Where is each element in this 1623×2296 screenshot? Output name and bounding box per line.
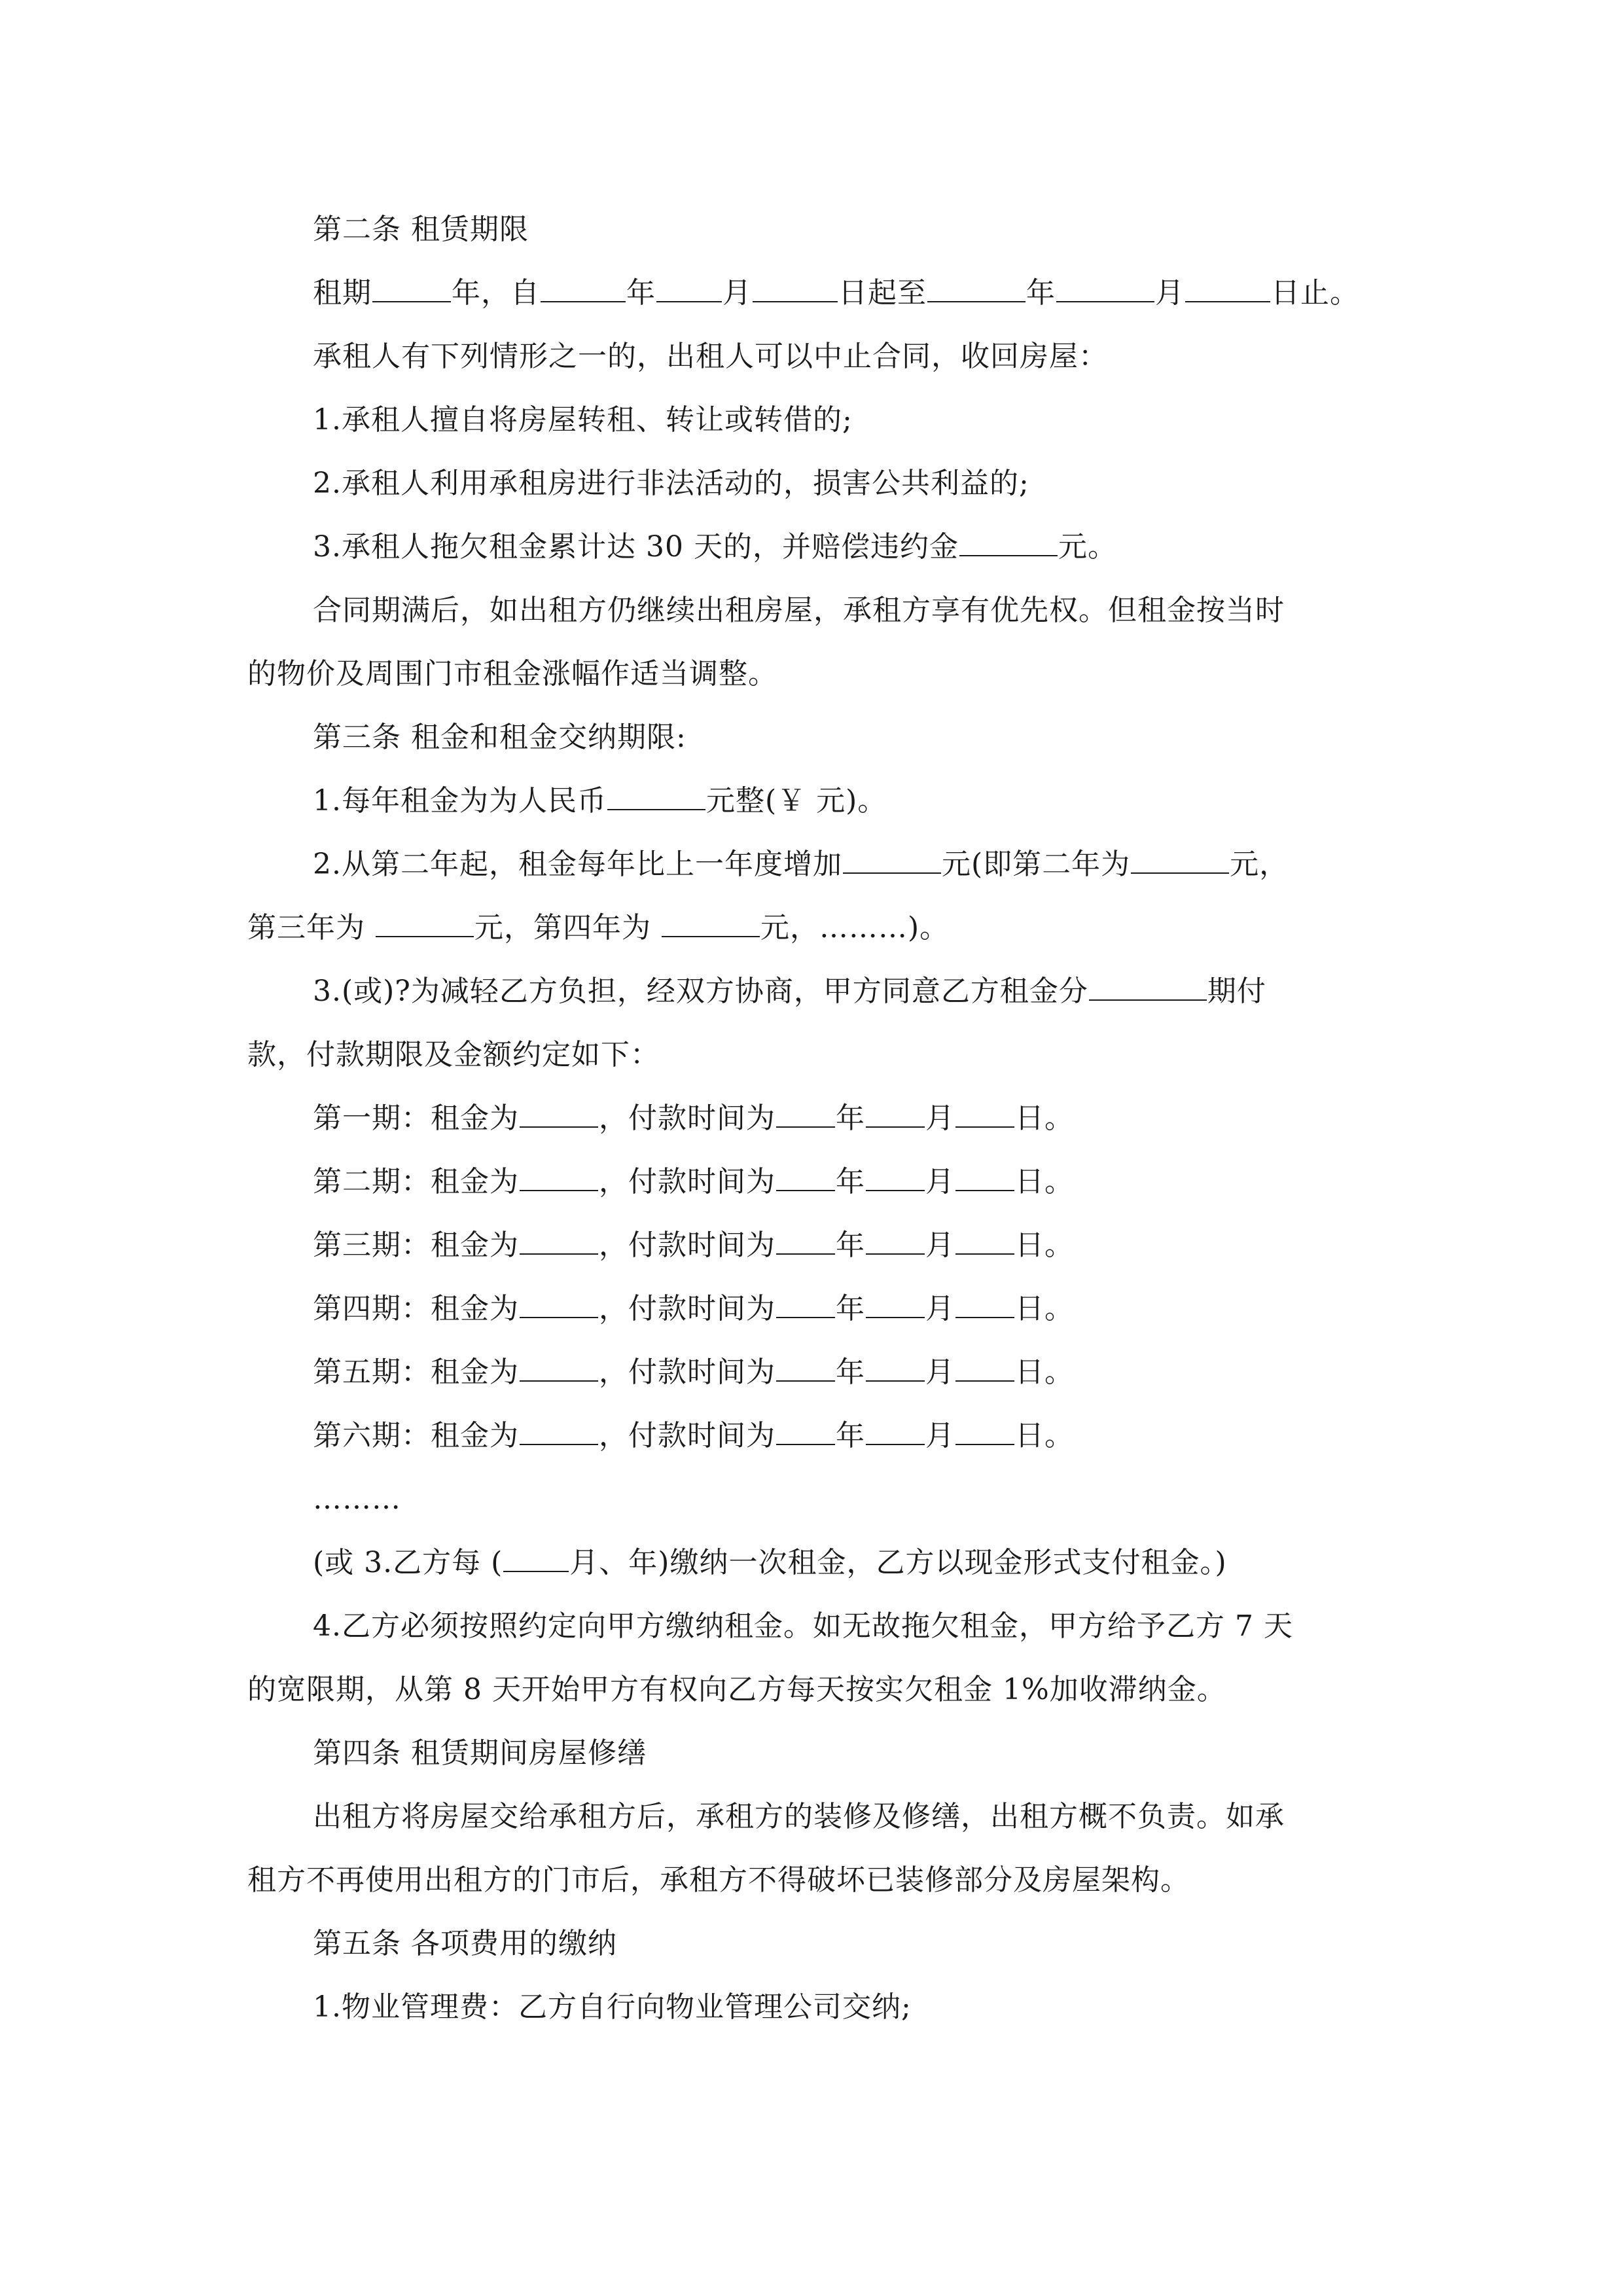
blank-field xyxy=(866,1415,925,1445)
blank-field xyxy=(662,907,760,937)
text: 年 xyxy=(836,1419,865,1452)
text: ，付款时间为 xyxy=(599,1419,776,1452)
text: 日起至 xyxy=(838,276,927,310)
rent-item-2-line-2 xyxy=(0,905,1623,951)
text: 1.承租人擅自将房屋转租、转让或转借的; xyxy=(313,403,853,437)
text: 第三期： xyxy=(313,1229,431,1262)
blank-field xyxy=(607,780,705,810)
text: 第六期： xyxy=(313,1419,431,1452)
text: 年 xyxy=(1026,276,1056,310)
text: ……… xyxy=(313,1482,401,1516)
renewal-line-1 xyxy=(0,588,1623,634)
text: 年 xyxy=(626,276,656,310)
blank-field xyxy=(520,1098,598,1128)
blank-field xyxy=(753,272,838,302)
text: 月 xyxy=(1155,276,1185,310)
article-4-title xyxy=(0,1731,1623,1776)
text: 月 xyxy=(925,1229,955,1262)
blank-field xyxy=(955,1288,1014,1318)
ellipsis xyxy=(0,1477,1623,1522)
lease-term-line xyxy=(0,270,1623,316)
blank-field xyxy=(776,1225,835,1255)
text: (或 3.乙方每 ( xyxy=(313,1546,503,1579)
text: 月 xyxy=(925,1102,955,1135)
terminate-item-1 xyxy=(0,397,1623,443)
text: 租金为 xyxy=(431,1292,519,1325)
text: 元， xyxy=(1230,848,1289,881)
text: 租金为 xyxy=(431,1229,519,1262)
text: 2.从第二年起，租金每年比上一年度增加 xyxy=(313,848,842,881)
blank-field xyxy=(1131,844,1229,874)
blank-field xyxy=(776,1098,835,1128)
text: 期付 xyxy=(1207,975,1266,1008)
blank-field xyxy=(955,1098,1014,1128)
blank-field xyxy=(866,1161,925,1191)
text: 租金为 xyxy=(431,1102,519,1135)
payment-period-row xyxy=(0,1286,1623,1332)
text: 合同期满后，如出租方仍继续出租房屋，承租方享有优先权。但租金按当时 xyxy=(313,594,1285,627)
text: 4.乙方必须按照约定向甲方缴纳租金。如无故拖欠租金，甲方给予乙方 7 天 xyxy=(313,1609,1293,1643)
text: 第二期： xyxy=(313,1165,431,1198)
text: 日。 xyxy=(1015,1292,1074,1325)
text: ，付款时间为 xyxy=(599,1292,776,1325)
rent-item-4-line-1 xyxy=(0,1604,1623,1649)
text: 年 xyxy=(836,1165,865,1198)
text: 元整(￥ 元)。 xyxy=(705,784,887,817)
rent-item-3-line-1 xyxy=(0,969,1623,1014)
blank-field xyxy=(1056,272,1154,302)
blank-field xyxy=(520,1225,598,1255)
text: 租金为 xyxy=(431,1419,519,1452)
repair-line-1 xyxy=(0,1794,1623,1840)
text: 元，第四年为 xyxy=(474,911,661,944)
blank-field xyxy=(1185,272,1270,302)
blank-field xyxy=(372,272,451,302)
text: 年 xyxy=(836,1355,865,1389)
text: 3.(或)?为减轻乙方负担，经双方协商，甲方同意乙方租金分 xyxy=(313,975,1088,1008)
text: ，付款时间为 xyxy=(599,1102,776,1135)
text: 年 xyxy=(836,1292,865,1325)
blank-field xyxy=(1089,971,1207,1001)
blank-field xyxy=(955,1415,1014,1445)
blank-field xyxy=(866,1098,925,1128)
terminate-item-3 xyxy=(0,524,1623,570)
text: 款，付款期限及金额约定如下： xyxy=(247,1038,660,1071)
payment-period-row xyxy=(0,1350,1623,1395)
rent-item-4-line-2 xyxy=(0,1667,1623,1713)
text: 的物价及周围门市租金涨幅作适当调整。 xyxy=(247,657,777,691)
repair-line-2 xyxy=(0,1857,1623,1903)
text: 月、年)缴纳一次租金，乙方以现金形式支付租金。) xyxy=(569,1546,1227,1579)
payment-period-row xyxy=(0,1223,1623,1268)
rent-item-2-line-1 xyxy=(0,842,1623,888)
payment-period-row xyxy=(0,1159,1623,1205)
text: 日止。 xyxy=(1271,276,1359,310)
text: 日。 xyxy=(1015,1355,1074,1389)
blank-field xyxy=(520,1288,598,1318)
payment-period-row xyxy=(0,1413,1623,1459)
payment-period-row xyxy=(0,1096,1623,1141)
text: 日。 xyxy=(1015,1229,1074,1262)
blank-field xyxy=(776,1161,835,1191)
blank-field xyxy=(776,1415,835,1445)
blank-field xyxy=(520,1352,598,1382)
blank-field xyxy=(866,1288,925,1318)
blank-field xyxy=(376,907,474,937)
article-5-title xyxy=(0,1921,1623,1967)
text: 第四期： xyxy=(313,1292,431,1325)
heading-text: 第四条 租赁期间房屋修缮 xyxy=(313,1736,647,1770)
text: 月 xyxy=(722,276,752,310)
text: 2.承租人利用承租房进行非法活动的，损害公共利益的; xyxy=(313,467,1029,500)
blank-field xyxy=(503,1542,569,1572)
blank-field xyxy=(955,1225,1014,1255)
article-3-title xyxy=(0,715,1623,761)
renewal-line-2 xyxy=(0,651,1623,697)
text: 1.每年租金为为人民币 xyxy=(313,784,607,817)
blank-field xyxy=(866,1225,925,1255)
text: 承租人有下列情形之一的，出租人可以中止合同，收回房屋： xyxy=(313,340,1108,373)
text: 租金为 xyxy=(431,1355,519,1389)
heading-text: 第三条 租金和租金交纳期限: xyxy=(313,721,687,754)
alternative-3 xyxy=(0,1540,1623,1586)
text: ，付款时间为 xyxy=(599,1229,776,1262)
blank-field xyxy=(520,1161,598,1191)
text: 的宽限期，从第 8 天开始甲方有权向乙方每天按实欠租金 1%加收滞纳金。 xyxy=(247,1673,1226,1706)
rent-item-3-line-2 xyxy=(0,1032,1623,1078)
text: 日。 xyxy=(1015,1102,1074,1135)
terminate-intro xyxy=(0,334,1623,380)
heading-text: 第二条 租赁期限 xyxy=(313,213,529,246)
text: 月 xyxy=(925,1165,955,1198)
fee-item-1 xyxy=(0,1984,1623,2030)
blank-field xyxy=(959,526,1058,556)
text: 年 xyxy=(836,1102,865,1135)
text: 1.物业管理费：乙方自行向物业管理公司交纳; xyxy=(313,1990,912,2024)
text: 出租方将房屋交给承租方后，承租方的装修及修缮，出租方概不负责。如承 xyxy=(313,1800,1285,1833)
text: 年，自 xyxy=(452,276,540,310)
rent-item-1 xyxy=(0,778,1623,824)
text: 元，………)。 xyxy=(760,911,950,944)
blank-field xyxy=(843,844,941,874)
blank-field xyxy=(656,272,722,302)
blank-field xyxy=(955,1161,1014,1191)
blank-field xyxy=(776,1288,835,1318)
text: 租期 xyxy=(313,276,372,310)
text: ，付款时间为 xyxy=(599,1165,776,1198)
heading-text: 第五条 各项费用的缴纳 xyxy=(313,1927,617,1960)
blank-field xyxy=(927,272,1026,302)
text: 月 xyxy=(925,1419,955,1452)
blank-field xyxy=(520,1415,598,1445)
text: 3.承租人拖欠租金累计达 30 天的，并赔偿违约金 xyxy=(313,530,959,564)
text: 租方不再使用出租方的门市后，承租方不得破坏已装修部分及房屋架构。 xyxy=(247,1863,1190,1897)
text: 第一期： xyxy=(313,1102,431,1135)
article-2-title xyxy=(0,207,1623,253)
text: 月 xyxy=(925,1292,955,1325)
blank-field xyxy=(776,1352,835,1382)
text: 元。 xyxy=(1058,530,1117,564)
text: 日。 xyxy=(1015,1419,1074,1452)
text: 月 xyxy=(925,1355,955,1389)
blank-field xyxy=(541,272,626,302)
text: 第三年为 xyxy=(247,911,375,944)
text: 第五期： xyxy=(313,1355,431,1389)
blank-field xyxy=(955,1352,1014,1382)
text: 日。 xyxy=(1015,1165,1074,1198)
text: 元(即第二年为 xyxy=(941,848,1131,881)
terminate-item-2 xyxy=(0,461,1623,507)
text: ，付款时间为 xyxy=(599,1355,776,1389)
blank-field xyxy=(866,1352,925,1382)
text: 年 xyxy=(836,1229,865,1262)
text: 租金为 xyxy=(431,1165,519,1198)
